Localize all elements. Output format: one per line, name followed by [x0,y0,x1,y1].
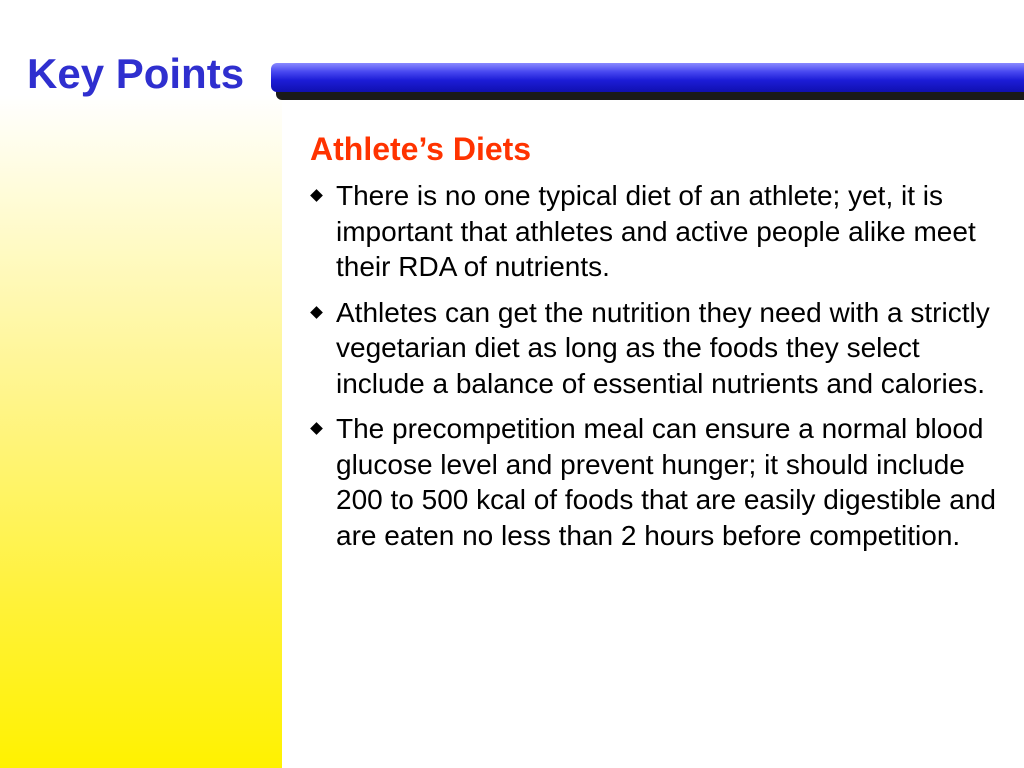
title-bar [271,63,1024,92]
section-heading: Athlete’s Diets [310,131,532,167]
bullet-list [310,178,1010,553]
slide-content [310,126,1010,563]
diamond-bullet-icon [310,422,323,435]
bullet-item [310,295,1006,402]
bullet-item [310,411,1006,553]
diamond-bullet-icon [310,306,323,319]
bullet-item [310,178,1006,285]
diamond-bullet-icon [310,189,323,202]
bullet-text: The precompetition meal can ensure a normal blood glucose level and prevent hunger; it should include 200 to 500 kcal of foods that are easily digestible and are eaten no less than 2 hours before competition. [336,413,996,551]
bullet-text: There is no one typical diet of an athlete; yet, it is important that athletes and active people alike meet their RDA of nutrients. [336,180,976,282]
sidebar-gradient-panel [0,95,282,768]
bullet-text: Athletes can get the nutrition they need with a strictly vegetarian diet as long as the foods they select include a balance of essential nutrients and calories. [336,296,990,399]
slide-title: Key Points [27,50,245,97]
